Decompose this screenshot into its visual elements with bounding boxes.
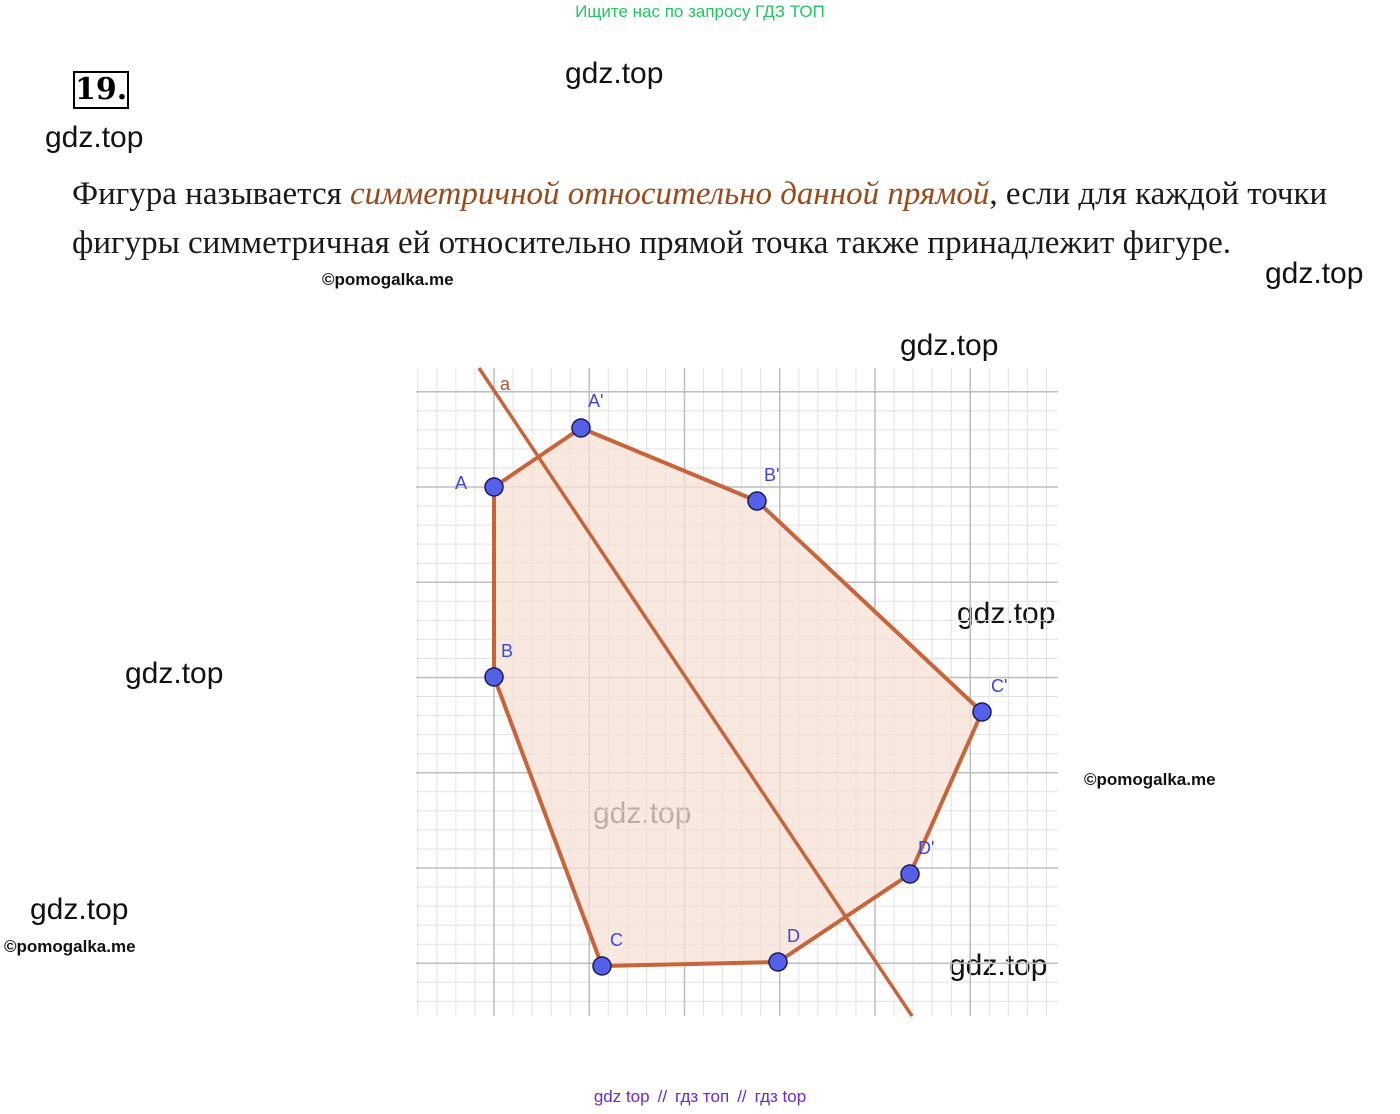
pomogalka-watermark: ©pomogalka.me — [322, 270, 454, 289]
line-label: a — [500, 374, 511, 394]
svg-text:D: D — [787, 926, 800, 946]
footer-links — [0, 1087, 1400, 1107]
top-banner[interactable]: Ищите нас по запросу ГДЗ ТОП — [575, 2, 825, 21]
watermark: gdz.top — [45, 121, 144, 154]
point-A — [455, 473, 503, 496]
footer-separator: // — [737, 1087, 747, 1106]
pomogalka-watermark: ©pomogalka.me — [4, 937, 136, 956]
svg-text:B': B' — [764, 465, 780, 485]
watermark: gdz.top — [957, 597, 1056, 630]
footer-link-3[interactable]: гдз top — [754, 1087, 807, 1106]
watermark: gdz.top — [30, 893, 129, 926]
svg-text:D': D' — [918, 838, 935, 858]
svg-text:C': C' — [991, 676, 1008, 696]
problem-number: 19. — [75, 72, 128, 107]
definition-before: Фигура называется — [72, 176, 351, 212]
svg-text:A': A' — [588, 391, 604, 411]
footer-separator: // — [657, 1087, 668, 1106]
svg-text:C: C — [610, 930, 623, 950]
polygon-figure — [494, 428, 982, 966]
watermark: gdz.top — [1265, 257, 1364, 290]
svg-text:B: B — [501, 641, 514, 661]
svg-text:A: A — [455, 473, 468, 493]
definition-term: симметричной относительно данной прямой — [350, 176, 990, 212]
footer-link-2[interactable]: гдз топ — [675, 1087, 730, 1106]
footer-link-1[interactable]: gdz top — [593, 1087, 650, 1106]
watermark: gdz.top — [949, 949, 1048, 982]
watermark: gdz.top — [565, 57, 664, 90]
definition-after: , если для каждой точки фигуры симметричная ей относительно прямой точка также принадлежит фигуре. — [72, 176, 1328, 261]
point-C-prime — [973, 676, 1007, 721]
watermark: gdz.top — [900, 329, 999, 362]
watermark: gdz.top — [125, 657, 224, 690]
pomogalka-watermark: ©pomogalka.me — [1084, 770, 1216, 789]
